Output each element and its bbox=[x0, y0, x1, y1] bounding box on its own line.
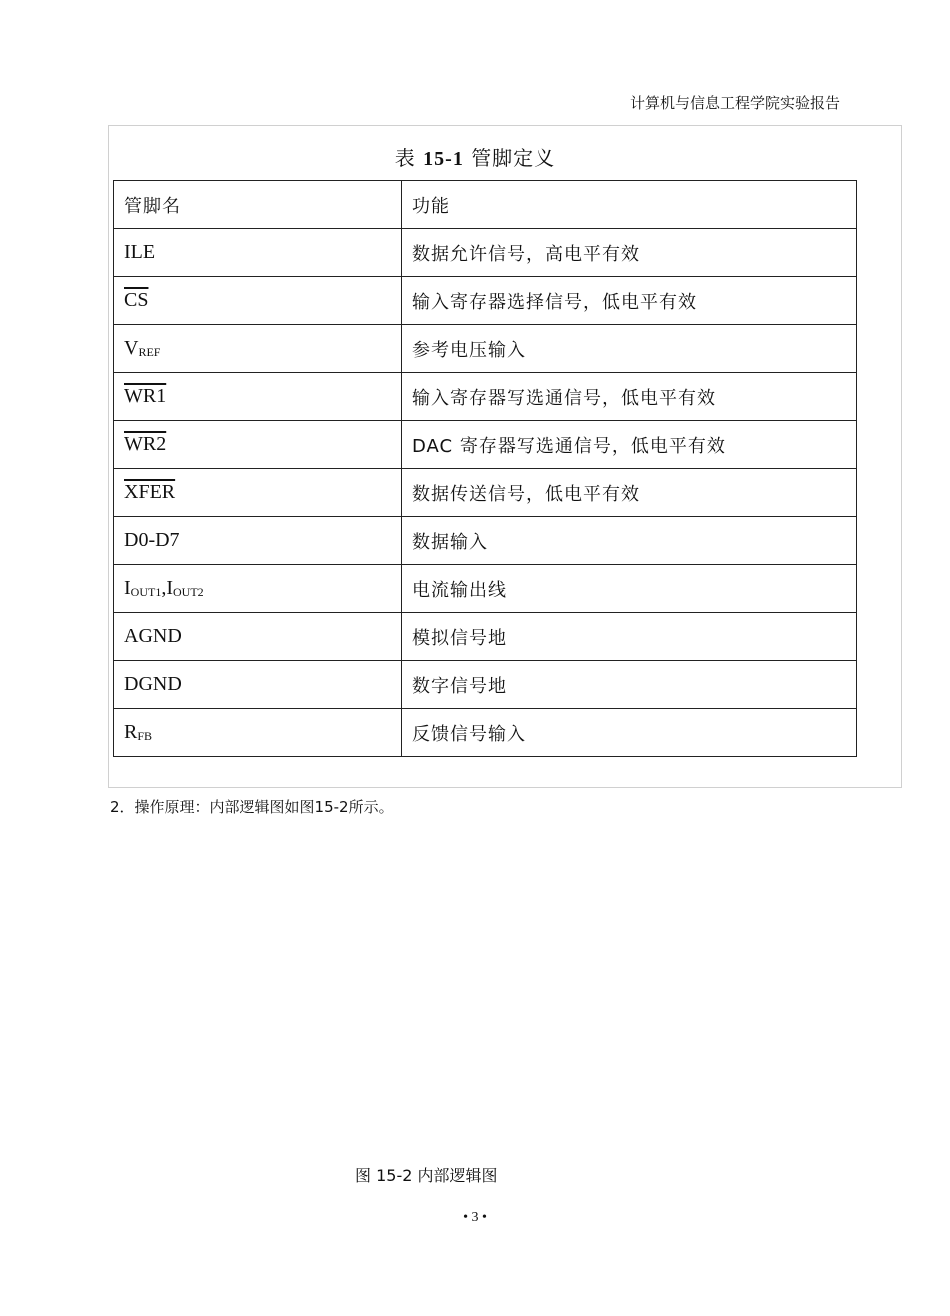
pin-name bbox=[114, 469, 402, 517]
figure-caption: 图 15-2 内部逻辑图 bbox=[355, 1166, 498, 1185]
column-header-function: 功能 bbox=[402, 181, 857, 229]
table-row bbox=[114, 565, 857, 613]
pin-function: 输入寄存器写选通信号，低电平有效 bbox=[402, 373, 857, 421]
figure-placeholder bbox=[110, 825, 850, 1155]
pin-name-subscript-2: OUT2 bbox=[173, 585, 204, 599]
pin-function: DAC 寄存器写选通信号，低电平有效 bbox=[402, 421, 857, 469]
section-heading: 2．操作原理：内部逻辑图如图15-2所示。 bbox=[110, 798, 394, 816]
column-header-pin-name: 管脚名 bbox=[114, 181, 402, 229]
table-row bbox=[114, 469, 857, 517]
table-row bbox=[114, 421, 857, 469]
pin-name-separator: , bbox=[161, 577, 167, 599]
pin-name-overlined: $\overline{CS}$ bbox=[124, 289, 149, 311]
table-row bbox=[114, 709, 857, 757]
page-header: 计算机与信息工程学院实验报告 bbox=[629, 94, 840, 112]
table-header-row bbox=[114, 181, 857, 229]
table-caption-text: 管脚定义 bbox=[471, 146, 556, 170]
table-row bbox=[114, 277, 857, 325]
pin-name-overlined: WR1 bbox=[124, 385, 167, 407]
page-number: • 3 • bbox=[463, 1210, 487, 1225]
pin-name-overlined: WR2 bbox=[124, 433, 167, 455]
pin-function: 参考电压输入 bbox=[402, 325, 857, 373]
pin-name-main-2: I bbox=[166, 577, 174, 599]
pin-name-subscript: OUT1 bbox=[130, 585, 162, 599]
pin-name bbox=[114, 373, 402, 421]
pin-name-subscript: FB bbox=[137, 729, 153, 743]
pin-name-main: V bbox=[124, 337, 139, 359]
pin-name: ILE bbox=[114, 229, 402, 277]
pin-function: 反馈信号输入 bbox=[402, 709, 857, 757]
pin-function: 电流输出线 bbox=[402, 565, 857, 613]
pin-name bbox=[114, 421, 402, 469]
pin-name-subscript: REF bbox=[138, 345, 161, 359]
pin-name bbox=[114, 709, 402, 757]
pin-function: 数据传送信号，低电平有效 bbox=[402, 469, 857, 517]
table-row bbox=[114, 373, 857, 421]
pin-name bbox=[114, 565, 402, 613]
pin-name-overlined: XFER bbox=[124, 481, 176, 503]
pin-function: 数字信号地 bbox=[402, 661, 857, 709]
table-row bbox=[114, 661, 857, 709]
table-row bbox=[114, 517, 857, 565]
pin-name: AGND bbox=[114, 613, 402, 661]
pin-function: 输入寄存器选择信号，低电平有效 bbox=[402, 277, 857, 325]
table-row bbox=[114, 325, 857, 373]
table-caption bbox=[0, 142, 950, 171]
pin-name-main: R bbox=[124, 721, 138, 743]
table-caption-number: 15-1 bbox=[423, 148, 464, 170]
pin-function: 模拟信号地 bbox=[402, 613, 857, 661]
table-row bbox=[114, 229, 857, 277]
table-row bbox=[114, 613, 857, 661]
pin-name: DGND bbox=[114, 661, 402, 709]
pin-name: D0-D7 bbox=[114, 517, 402, 565]
table-caption-prefix: 表 bbox=[394, 146, 416, 170]
pin-definition-table bbox=[113, 180, 857, 757]
pin-name bbox=[114, 277, 402, 325]
pin-function: 数据输入 bbox=[402, 517, 857, 565]
pin-name bbox=[114, 325, 402, 373]
pin-function: 数据允许信号，高电平有效 bbox=[402, 229, 857, 277]
pin-name-main: I bbox=[124, 577, 131, 599]
